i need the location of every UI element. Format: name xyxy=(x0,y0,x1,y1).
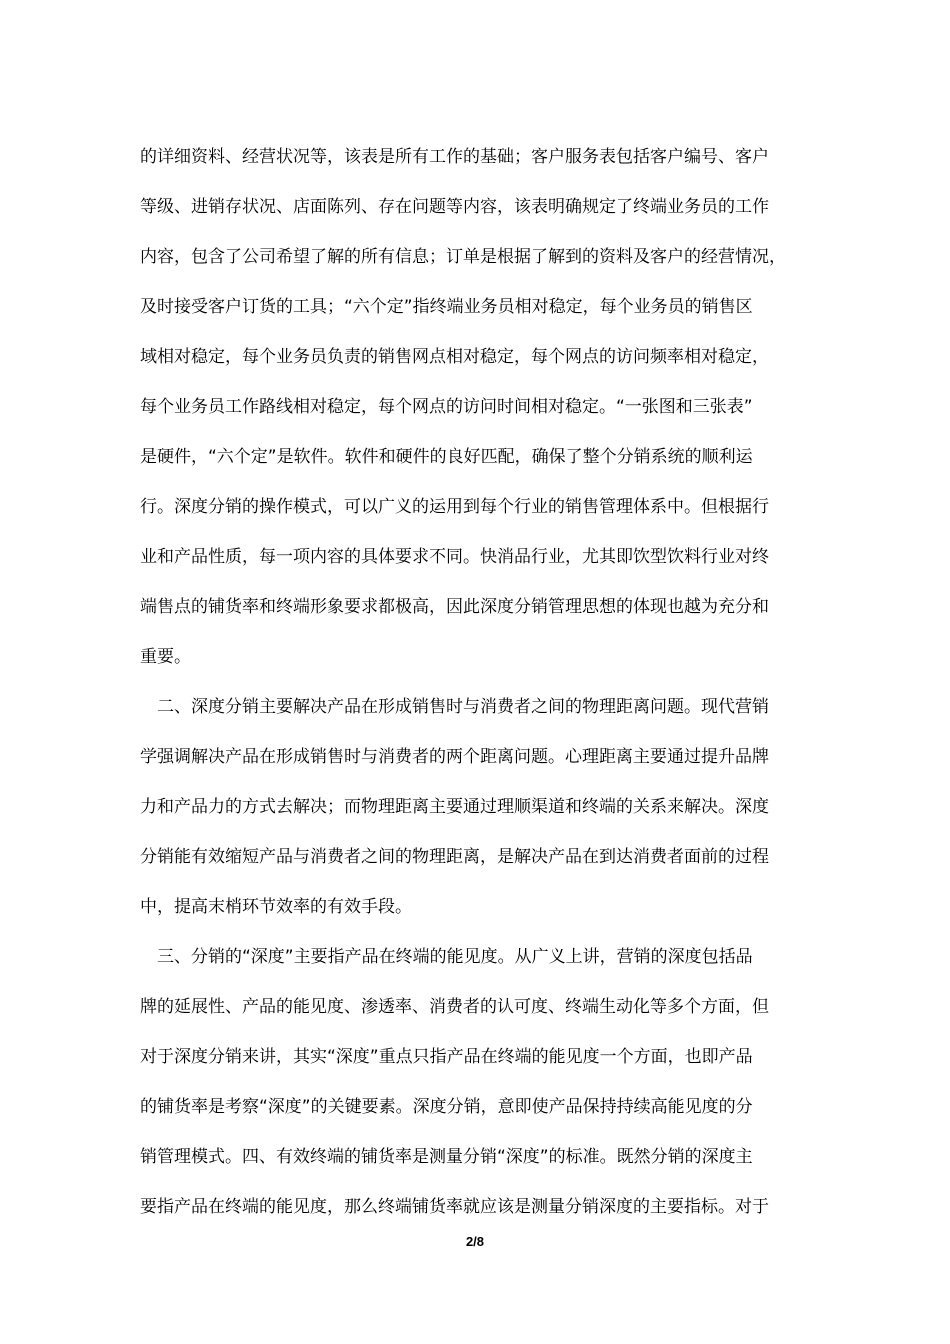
text-line: 每个业务员工作路线相对稳定，每个网点的访问时间相对稳定。“一张图和三张表” xyxy=(140,397,753,417)
text-line: 端售点的铺货率和终端形象要求都极高，因此深度分销管理思想的体现也越为充分和 xyxy=(140,597,769,617)
text-line: 学强调解决产品在形成销售时与消费者的两个距离问题。心理距离主要通过提升品牌 xyxy=(140,747,769,767)
text-line: 三、分销的“深度”主要指产品在终端的能见度。从广义上讲，营销的深度包括品 xyxy=(140,947,753,967)
text-line: 力和产品力的方式去解决；而物理距离主要通过理顺渠道和终端的关系来解决。深度 xyxy=(140,797,769,817)
text-line: 是硬件，“六个定”是软件。软件和硬件的良好匹配，确保了整个分销系统的顺利运 xyxy=(140,447,753,467)
text-line: 重要。 xyxy=(140,647,191,667)
text-line: 二、深度分销主要解决产品在形成销售时与消费者之间的物理距离问题。现代营销 xyxy=(140,697,769,717)
text-line: 域相对稳定，每个业务员负责的销售网点相对稳定，每个网点的访问频率相对稳定， xyxy=(140,347,769,367)
text-line: 业和产品性质，每一项内容的具体要求不同。快消品行业，尤其即饮型饮料行业对终 xyxy=(140,547,769,567)
text-line: 中，提高末梢环节效率的有效手段。 xyxy=(140,897,412,917)
text-line: 行。深度分销的操作模式，可以广义的运用到每个行业的销售管理体系中。但根据行 xyxy=(140,497,769,517)
text-line: 对于深度分销来讲，其实“深度”重点只指产品在终端的能见度一个方面，也即产品 xyxy=(140,1047,753,1067)
text-line: 销管理模式。四、有效终端的铺货率是测量分销“深度”的标准。既然分销的深度主 xyxy=(140,1147,753,1167)
text-line: 要指产品在终端的能见度，那么终端铺货率就应该是测量分销深度的主要指标。对于 xyxy=(140,1197,769,1217)
text-line: 分销能有效缩短产品与消费者之间的物理距离，是解决产品在到达消费者面前的过程 xyxy=(140,847,769,867)
page-number: 2/8 xyxy=(465,1234,485,1249)
text-line: 的详细资料、经营状况等，该表是所有工作的基础；客户服务表包括客户编号、客户 xyxy=(140,147,769,167)
body-text xyxy=(140,132,812,1232)
text-line: 的铺货率是考察“深度”的关键要素。深度分销，意即使产品保持持续高能见度的分 xyxy=(140,1097,753,1117)
text-line: 及时接受客户订货的工具；“六个定”指终端业务员相对稳定，每个业务员的销售区 xyxy=(140,297,753,317)
text-line: 等级、进销存状况、店面陈列、存在问题等内容，该表明确规定了终端业务员的工作 xyxy=(140,197,769,217)
text-line: 牌的延展性、产品的能见度、渗透率、消费者的认可度、终端生动化等多个方面，但 xyxy=(140,997,769,1017)
text-line: 内容，包含了公司希望了解的所有信息；订单是根据了解到的资料及客户的经营情况， xyxy=(140,247,786,267)
